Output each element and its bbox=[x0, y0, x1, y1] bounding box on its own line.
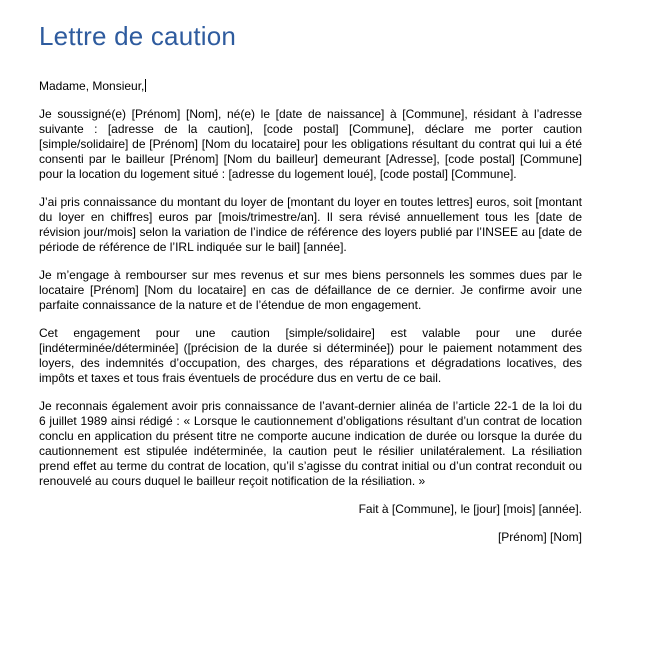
page-title[interactable]: Lettre de caution bbox=[39, 21, 237, 51]
closing-place-date-line[interactable]: Fait à [Commune], le [jour] [mois] [année]. bbox=[358, 502, 582, 516]
signature-line[interactable]: [Prénom] [Nom] bbox=[497, 530, 582, 544]
paragraph-guarantor-identity[interactable]: Je soussigné(e) [Prénom] [Nom], né(e) le [date de naissance] à [Commune], résidant à l’adresse suivante : [adresse de la caution], [code postal] [Commune], déclare me porter caution [simple/solidaire] de [Prénom] [Nom du locataire] pour les obligations résultant du contrat qui lui a été consenti par le bailleur [Prénom] [Nom du bailleur] demeurant [Adresse], [code postal] [Commune] pour la location du logement situé : [adresse du logement loué], [code postal] [Commune]. bbox=[39, 107, 582, 181]
paragraph-rent-amount[interactable]: J’ai pris connaissance du montant du loyer de [montant du loyer en toutes lettres] euros, soit [montant du loyer en chiffres] euros par [mois/trimestre/an]. Il sera révisé annuellement tous les [date de révision jour/mois] selon la variation de l’indice de référence des loyers publié par l’INSEE au [date de période de référence de l’IRL indiquée sur le bail] [année]. bbox=[39, 195, 582, 254]
paragraph-legal-article[interactable]: Je reconnais également avoir pris connaissance de l’avant-dernier alinéa de l’article 22-1 de la loi du 6 juillet 1989 ainsi rédigé : « Lorsque le cautionnement d’obligations résultant d’un contrat de location conclu en application du présent titre ne comporte aucune indication de durée ou lorsque la durée du cautionnement est stipulée indéterminée, la caution peut le résilier unilatéralement. La résiliation prend effet au terme du contrat de location, qu’il s’agisse du contrat initial ou d’un contrat reconduit ou renouvelé au cours duquel le bailleur reçoit notification de la résiliation. » bbox=[39, 399, 582, 488]
text-cursor bbox=[145, 79, 146, 92]
paragraph-repayment-commitment[interactable]: Je m’engage à rembourser sur mes revenus et sur mes biens personnels les sommes dues par le locataire [Prénom] [Nom du locataire] en cas de défaillance de ce dernier. Je confirme avoir une parfaite connaissance de la nature et de l’étendue de mon engagement. bbox=[39, 268, 582, 312]
paragraph-engagement-duration[interactable]: Cet engagement pour une caution [simple/solidaire] est valable pour une durée [indéterminée/déterminée] ([précision de la durée si déterminée]) pour le paiement notamment des loyers, des indemnités d’occupation, des charges, des réparations et dégradations locatives, des impôts et taxes et tous frais éventuels de procédure dus en vertu de ce bail. bbox=[39, 326, 582, 385]
salutation-text: Madame, Monsieur, bbox=[39, 79, 145, 93]
salutation-line[interactable] bbox=[39, 79, 582, 94]
